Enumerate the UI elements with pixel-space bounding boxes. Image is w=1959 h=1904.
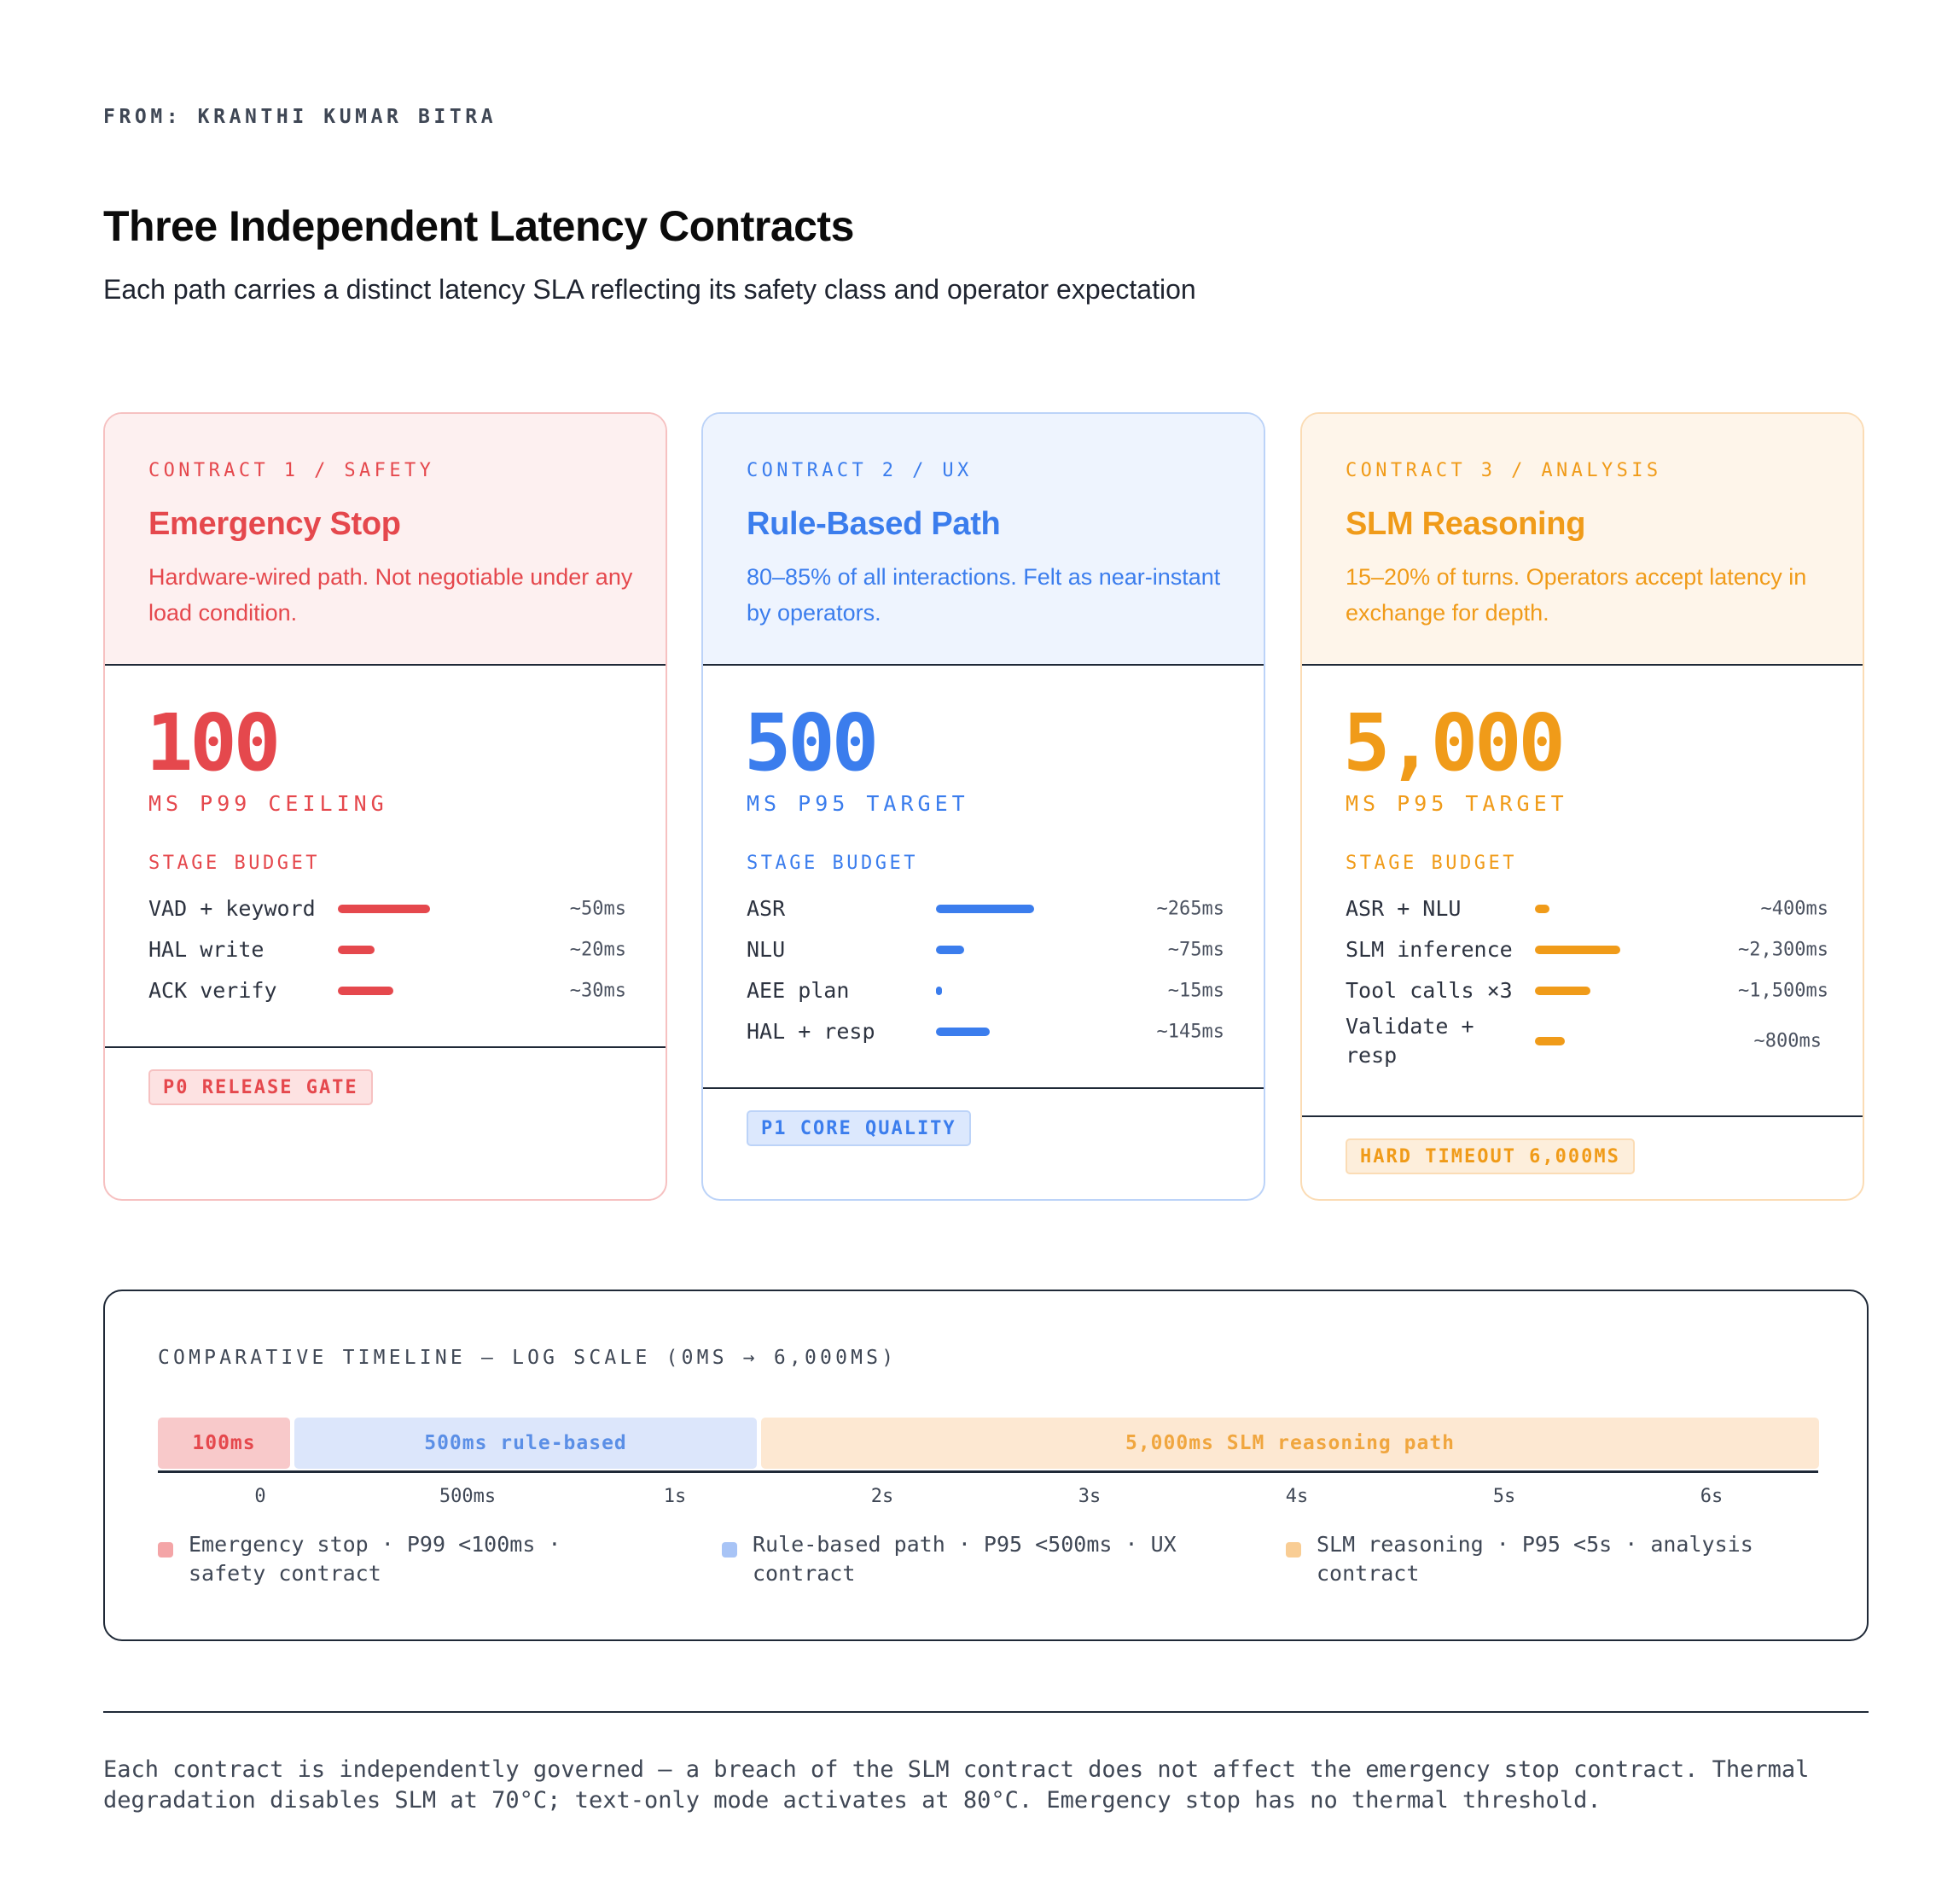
- stage-label: AEE plan: [747, 978, 850, 1003]
- section-divider: [103, 1711, 1869, 1713]
- stage-value: ~145ms: [1156, 1021, 1224, 1043]
- stage-label: VAD + keyword: [148, 896, 316, 921]
- stage-value: ~2,300ms: [1738, 939, 1828, 961]
- stage-value: ~15ms: [1167, 980, 1224, 1002]
- stage-label: ACK verify: [148, 978, 277, 1003]
- from-line: FROM: KRANTHI KUMAR BITRA: [103, 106, 497, 128]
- axis-tick-label: 500ms: [439, 1486, 497, 1507]
- stage-row: [1346, 970, 1828, 1011]
- stage-row: [1346, 888, 1828, 929]
- axis-tick-label: 3s: [1078, 1486, 1102, 1507]
- stage-label: NLU: [747, 937, 786, 962]
- card-kicker: CONTRACT 3 / ANALYSIS: [1346, 460, 1662, 481]
- latency-value: 5,000: [1343, 697, 1562, 789]
- latency-unit: MS P99 CEILING: [148, 791, 388, 816]
- legend-text: SLM reasoning · P95 <5s · analysis contract: [1317, 1532, 1753, 1586]
- stage-label: HAL + resp: [747, 1019, 875, 1044]
- card-description: Hardware-wired path. Not negotiable under any load condition.: [148, 564, 633, 626]
- stage-label: ASR: [747, 896, 786, 921]
- stage-bar: [936, 1028, 990, 1036]
- legend-text: Emergency stop · P99 <100ms · safety contract: [189, 1532, 561, 1586]
- stage-bar: [1535, 905, 1549, 913]
- contract-card-slm-reasoning: [1300, 412, 1864, 1201]
- axis-tick-label: 6s: [1700, 1486, 1724, 1507]
- stage-label: Tool calls ×3: [1346, 978, 1513, 1003]
- card-footer-rule: [1302, 1115, 1863, 1117]
- stage-row: [747, 929, 1224, 970]
- page-subtitle: Each path carries a distinct latency SLA reflecting its safety class and operator expectation: [103, 274, 1196, 305]
- stage-bar: [338, 946, 375, 954]
- card-header: [1302, 414, 1863, 666]
- page-title: Three Independent Latency Contracts: [103, 202, 854, 250]
- latency-value: 100: [146, 697, 278, 789]
- axis-tick-label: 0: [254, 1486, 266, 1507]
- card-header: [105, 414, 666, 666]
- card-footer-rule: [703, 1087, 1264, 1089]
- axis-tick-label: 2s: [870, 1486, 894, 1507]
- priority-badge: P0 RELEASE GATE: [148, 1069, 373, 1105]
- card-header: [703, 414, 1264, 666]
- stage-bar: [338, 987, 393, 995]
- stage-bar: [936, 946, 964, 954]
- stage-row: [148, 970, 626, 1011]
- priority-badge: P1 CORE QUALITY: [747, 1110, 971, 1146]
- timeline-segment-slm: 5,000ms SLM reasoning path: [761, 1418, 1819, 1469]
- stage-bar: [1535, 946, 1620, 954]
- stage-value: ~30ms: [569, 980, 626, 1002]
- comparative-timeline: [103, 1290, 1869, 1641]
- card-name: Rule-Based Path: [747, 506, 1001, 542]
- footer-note: Each contract is independently governed — a breach of the SLM contract does not affect the emergency stop contract. Thermal degradation disables SLM at 70°C; text-only mode activates at 80°C. Emergency stop has no thermal threshold.: [103, 1756, 1810, 1814]
- card-kicker: CONTRACT 2 / UX: [747, 460, 973, 481]
- stage-row: [1346, 929, 1828, 970]
- stage-bar: [1535, 1037, 1565, 1045]
- stage-value: ~265ms: [1156, 898, 1224, 920]
- card-kicker: CONTRACT 1 / SAFETY: [148, 460, 435, 481]
- stage-row: [747, 1011, 1224, 1052]
- contract-card-rule-based: [701, 412, 1265, 1201]
- timeline-title: COMPARATIVE TIMELINE — LOG SCALE (0MS → 6,000MS): [158, 1347, 898, 1369]
- stage-value: ~75ms: [1167, 939, 1224, 961]
- legend-swatch: [722, 1542, 737, 1558]
- axis-tick-label: 5s: [1492, 1486, 1516, 1507]
- axis-tick-label: 4s: [1285, 1486, 1309, 1507]
- stage-value: ~800ms: [1753, 1030, 1822, 1052]
- stage-bar: [1535, 987, 1590, 995]
- latency-unit: MS P95 TARGET: [747, 791, 969, 816]
- stage-label: SLM inference: [1346, 937, 1513, 962]
- stage-value: ~50ms: [569, 898, 626, 920]
- stage-bar: [936, 905, 1034, 913]
- stage-row: [747, 970, 1224, 1011]
- card-name: Emergency Stop: [148, 506, 401, 542]
- card-footer-rule: [105, 1046, 666, 1048]
- timeline-segment-rule-based: 500ms rule-based: [294, 1418, 757, 1469]
- stage-label: ASR + NLU: [1346, 896, 1462, 921]
- stage-row: [1346, 1011, 1822, 1071]
- stage-bar: [936, 987, 942, 995]
- latency-value: 500: [744, 697, 876, 789]
- stage-budget-label: STAGE BUDGET: [148, 853, 320, 874]
- legend-text: Rule-based path · P95 <500ms · UX contract: [753, 1532, 1177, 1586]
- card-description: 80–85% of all interactions. Felt as near-instant by operators.: [747, 564, 1221, 626]
- legend-swatch: [1286, 1542, 1301, 1558]
- latency-unit: MS P95 TARGET: [1346, 791, 1568, 816]
- stage-value: ~1,500ms: [1738, 980, 1828, 1002]
- stage-bar: [338, 905, 430, 913]
- contract-card-emergency-stop: [103, 412, 667, 1201]
- stage-value: ~20ms: [569, 939, 626, 961]
- axis-tick-label: 1s: [663, 1486, 687, 1507]
- stage-row: [747, 888, 1224, 929]
- card-name: SLM Reasoning: [1346, 506, 1586, 542]
- timeline-axis: [158, 1470, 1818, 1473]
- stage-row: [148, 888, 626, 929]
- stage-row: [148, 929, 626, 970]
- timeout-badge: HARD TIMEOUT 6,000MS: [1346, 1138, 1635, 1174]
- stage-budget-label: STAGE BUDGET: [1346, 853, 1517, 874]
- stage-label: HAL write: [148, 937, 264, 962]
- card-description: 15–20% of turns. Operators accept latency in exchange for depth.: [1346, 564, 1807, 626]
- stage-value: ~400ms: [1760, 898, 1828, 920]
- stage-budget-label: STAGE BUDGET: [747, 853, 918, 874]
- legend-swatch: [158, 1542, 173, 1558]
- stage-label: Validate + resp: [1346, 1014, 1474, 1068]
- timeline-segment-emergency: 100ms: [158, 1418, 290, 1469]
